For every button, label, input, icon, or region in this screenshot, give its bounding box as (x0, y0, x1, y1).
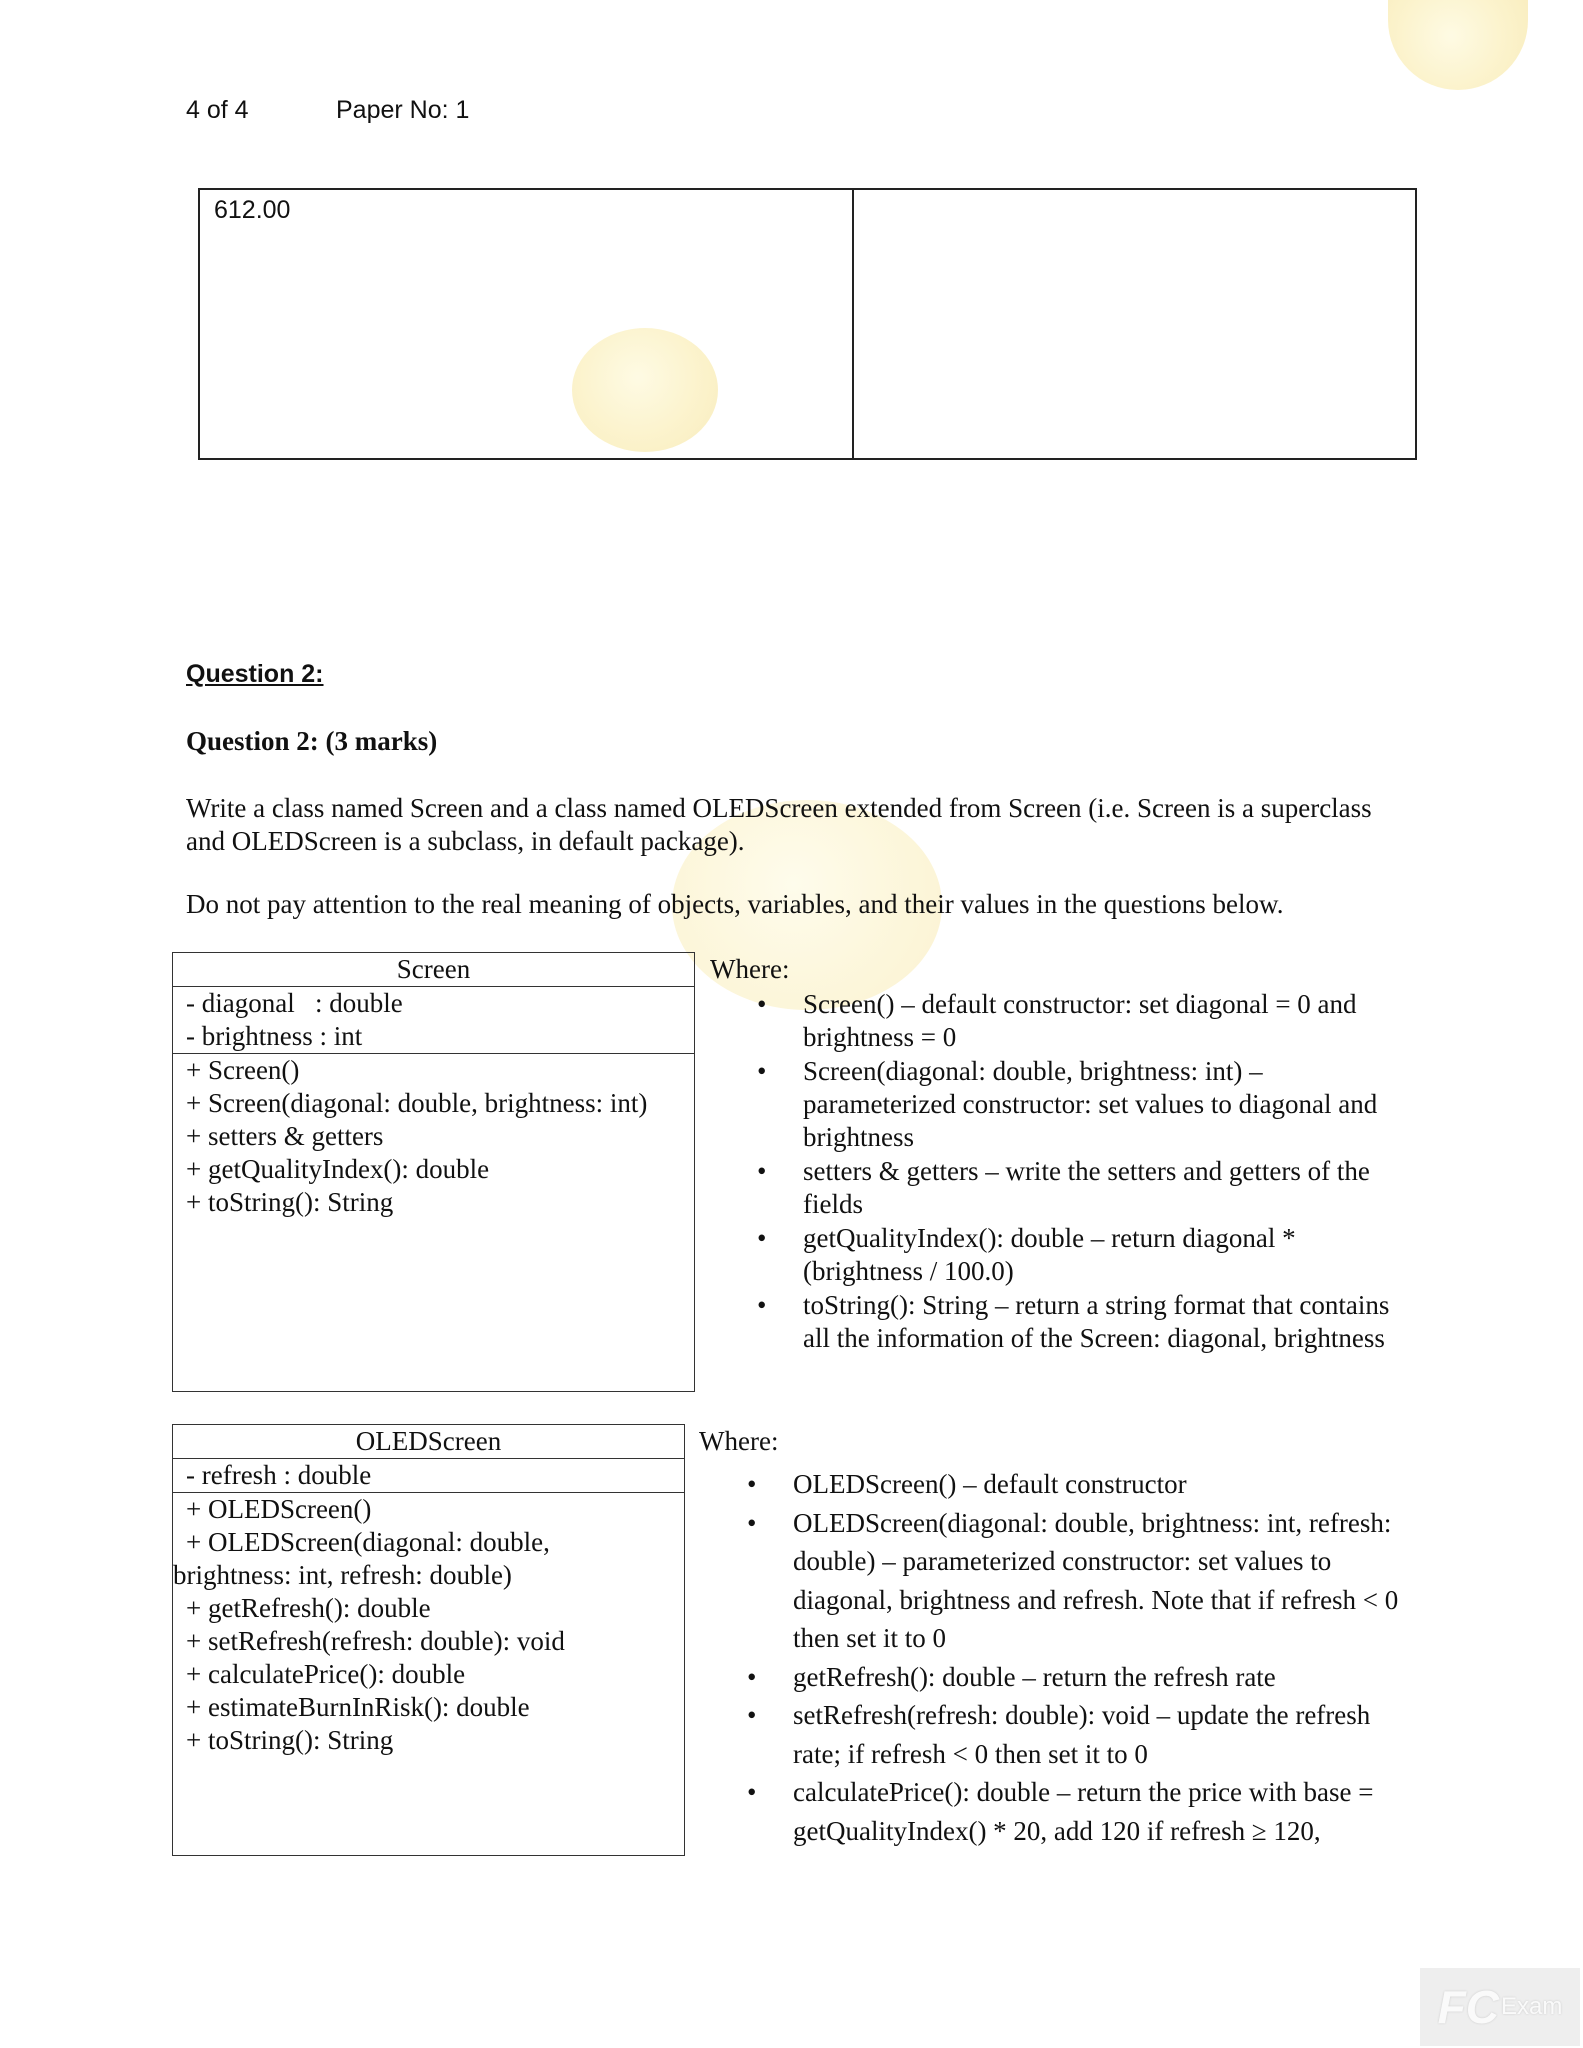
where-label: Where: (710, 954, 790, 984)
question-note: Do not pay attention to the real meaning of objects, variables, and their values in the questions below. (186, 889, 1284, 919)
uml-methods (173, 1493, 684, 1757)
uml-methods (173, 1054, 694, 1219)
bullet-icon: • (747, 1777, 757, 1807)
uml-field: - diagonal : double (186, 988, 403, 1018)
uml-fields (173, 1459, 684, 1493)
uml-method: brightness: int, refresh: double) (173, 1560, 512, 1590)
answer-cell-empty (854, 190, 1415, 458)
answer-cell-output: 612.00 (200, 190, 854, 458)
question-paragraph: Write a class named Screen and a class named OLEDScreen extended from Screen (i.e. Screen is a superclass and OLEDScreen is a subclass, in default package). (186, 793, 1372, 856)
uml-method: + estimateBurnInRisk(): double (186, 1692, 530, 1722)
where-label: Where: (699, 1426, 779, 1456)
uml-method: + Screen() (186, 1055, 300, 1085)
bullet-icon: • (747, 1469, 757, 1499)
bullet-icon: • (757, 1223, 767, 1253)
uml-field: - refresh : double (186, 1460, 372, 1490)
list-item: • setRefresh(refresh: double): void – update the refresh rate; if refresh < 0 then set it to 0 (730, 1696, 1420, 1773)
uml-fields (173, 987, 694, 1054)
logo-mark: FC (1437, 1981, 1499, 2033)
uml-class-name: Screen (173, 953, 694, 987)
uml-field: - brightness : int (186, 1021, 363, 1051)
bullet-icon: • (747, 1507, 757, 1538)
uml-method: + OLEDScreen(diagonal: double, (186, 1527, 550, 1557)
bullet-icon: • (747, 1700, 757, 1730)
uml-method: + toString(): String (186, 1725, 394, 1755)
bullet-icon: • (757, 1290, 767, 1320)
uml-method: + setRefresh(refresh: double): void (186, 1626, 565, 1656)
list-item: • setters & getters – write the setters and getters of the fields (757, 1156, 1370, 1219)
uml-class-name: OLEDScreen (173, 1425, 684, 1459)
uml-method: + Screen(diagonal: double, brightness: int) (186, 1088, 648, 1118)
oledscreen-requirements-list (730, 1465, 1420, 1850)
list-item: • toString(): String – return a string format that contains all the information of the Screen: diagonal, brightness (757, 1290, 1390, 1353)
list-item: • Screen(diagonal: double, brightness: int) – parameterized constructor: set values to diagonal and brightness (757, 1056, 1378, 1152)
uml-method: + OLEDScreen() (186, 1494, 372, 1524)
list-item: • getRefresh(): double – return the refresh rate (730, 1658, 1420, 1697)
page-number: 4 of 4 (186, 96, 249, 124)
list-item: • calculatePrice(): double – return the price with base = getQualityIndex() * 20, add 120 if refresh ≥ 120, (730, 1773, 1420, 1850)
list-item: • getQualityIndex(): double – return diagonal * (brightness / 100.0) (757, 1223, 1296, 1286)
screen-class-diagram (172, 952, 695, 1392)
uml-method: + getRefresh(): double (186, 1593, 431, 1623)
bullet-icon: • (747, 1661, 757, 1692)
logo-text: Exam (1500, 1993, 1563, 2020)
fcexam-logo (1420, 1968, 1580, 2046)
uml-method: + setters & getters (186, 1121, 384, 1151)
uml-method: + getQualityIndex(): double (186, 1154, 490, 1184)
list-item: • Screen() – default constructor: set diagonal = 0 and brightness = 0 (757, 989, 1357, 1052)
uml-method: + toString(): String (186, 1187, 394, 1217)
question-heading: Question 2: (186, 660, 324, 688)
bullet-icon: • (757, 1156, 767, 1186)
uml-method: + calculatePrice(): double (186, 1659, 466, 1689)
bullet-icon: • (757, 989, 767, 1019)
oledscreen-class-diagram (172, 1424, 685, 1856)
bullet-icon: • (757, 1056, 767, 1086)
answer-table (198, 188, 1417, 460)
paper-number: Paper No: 1 (336, 96, 470, 124)
question-title: Question 2: (3 marks) (186, 726, 438, 756)
screen-requirements-list (740, 988, 1420, 1356)
list-item: • OLEDScreen() – default constructor (730, 1465, 1420, 1504)
watermark-face-icon (1388, 0, 1528, 90)
list-item: • OLEDScreen(diagonal: double, brightness: int, refresh: double) – parameterized constructor: set values to diagonal, brightness and refresh. Note that if refresh < 0 then set it to 0 (730, 1504, 1420, 1658)
